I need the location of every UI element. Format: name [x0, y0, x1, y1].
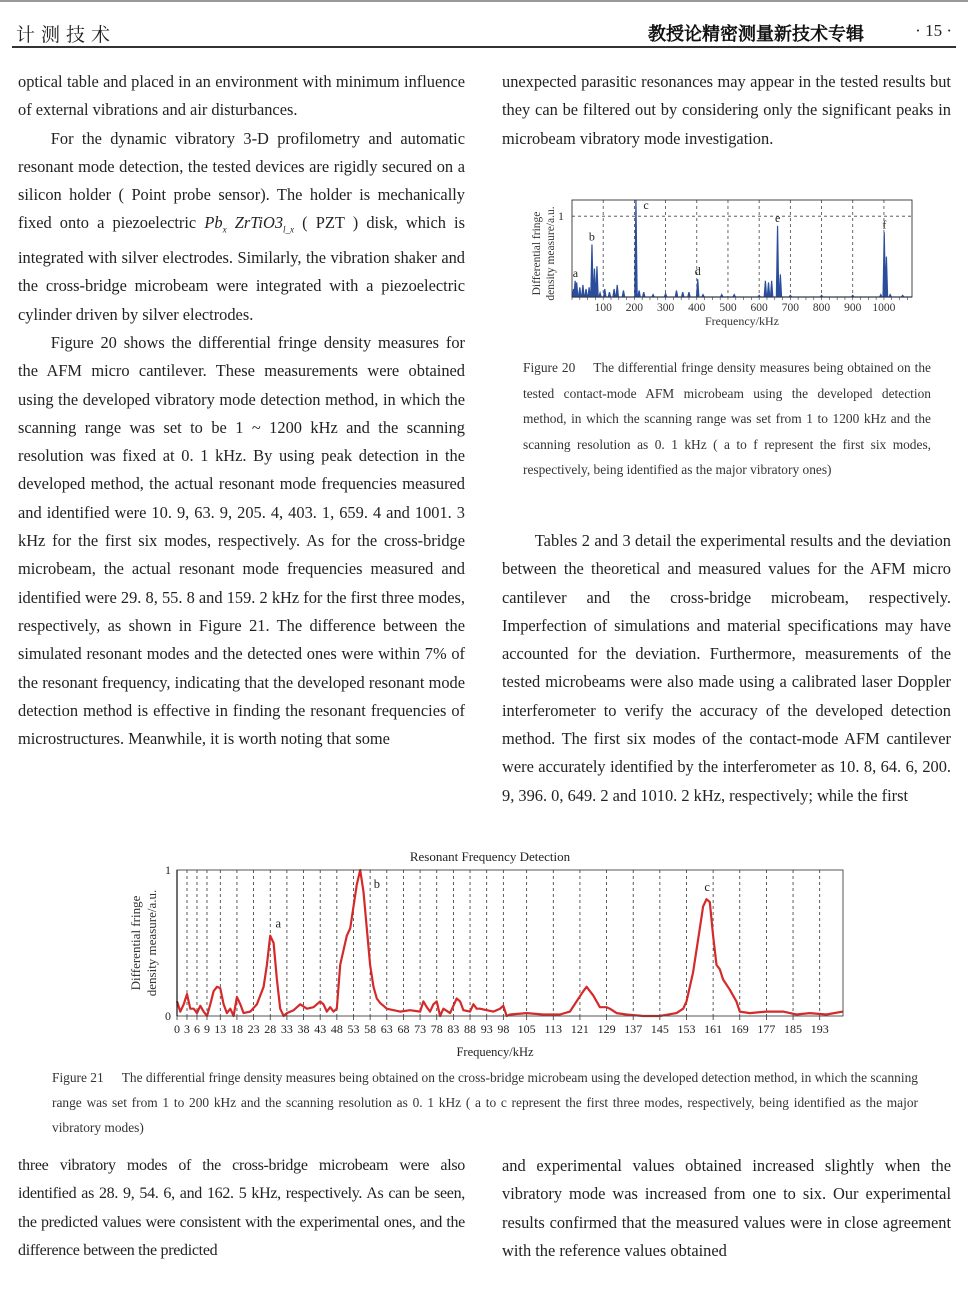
svg-text:600: 600 [750, 302, 768, 314]
svg-text:f: f [882, 217, 887, 232]
svg-text:53: 53 [347, 1022, 360, 1036]
page-number: · 15 · [915, 21, 952, 40]
svg-text:800: 800 [812, 302, 831, 314]
svg-text:300: 300 [656, 302, 675, 314]
svg-text:500: 500 [719, 302, 737, 314]
figure-21-caption: Figure 21 The differential fringe density measures being obtained on the cross-bridge microbeam using the developed detection method, in which the scanning range was set from 1 to 200 kHz and the scanning resolution as 0. 1 kHz ( a to c represent the first three modes, respectively, being identified as the major vibratory modes) [52, 1070, 918, 1135]
svg-text:68: 68 [397, 1022, 410, 1036]
paragraph: unexpected parasitic resonances may appear in the tested results but they can be filtered out by considering only the significant peaks in microbeam vibratory mode investigation. [502, 72, 951, 148]
svg-text:161: 161 [704, 1022, 723, 1036]
paragraph: three vibratory modes of the cross-bridge microbeam were also identified as 28. 9, 54. 6, and 162. 5 kHz, respectively. As can be seen, the predicted values were consistent with the experimental ones, and the difference between the predicted [18, 1157, 465, 1259]
svg-text:93: 93 [480, 1022, 493, 1036]
paragraph-setup: For the dynamic vibratory 3-D profilometry and automatic resonant mode detection, the tested devices are rigidly secured on a silicon holder ( Point probe sensor). The holder is mechanically fixed onto a piezoelectric $Pb_x$ $ZrTiO3_{l\_x}$ ( PZT ) disk, which is integrated with silver electrodes. Similarly, the vibration shaker and the cross-bridge microbeam were integrated with a piezoelectric cylinder driven by silver electrodes. [18, 128, 465, 324]
svg-text:145: 145 [650, 1022, 669, 1036]
svg-text:3: 3 [183, 1022, 190, 1036]
paragraph: Tables 2 and 3 detail the experimental results and the deviation between the theoretical and measured values for the AFM micro cantilever and the cross-bridge microbeam, respectively. Imperfection of simulations and material specifications may have accounted for the deviation. Furthermore, measurements of the tested microbeams were also made using a calibrated laser Doppler interferometer to verify the accuracy of the developed detection method. The first six modes of the contact-mode AFM cantilever were accurately identified by the interferometer as 10. 8, 64. 6, 200. 9, 396. 0, 649. 2 and 1010. 2 kHz, respectively; while the first [502, 531, 951, 805]
figure-20-chart [520, 190, 920, 340]
svg-text:23: 23 [247, 1022, 260, 1036]
bottom-right-column [502, 1152, 951, 1265]
paragraph-results: Figure 20 shows the differential fringe density measures for the AFM micro cantilever. These measurements were obtained using the developed vibratory mode detection method, in which the scanning range was set to be 1 ~ 1200 kHz and the scanning resolution was fixed at 0. 1 kHz. By using peak detection in the developed method, the actual resonant mode frequencies measured and identified were 10. 9, 63. 9, 205. 4, 403. 1, 659. 4 and 1001. 3 kHz for the first six modes, respectively. As for the cross-bridge microbeam, the actual resonant mode frequencies measured and identified were 29. 8, 55. 8 and 159. 2 kHz for the first three modes, respectively, as shown in Figure 21. The difference between the simulated resonant modes and the detected ones were within 7% of the resonant frequency, indicating that the developed resonant mode detection method is effective in finding the resonant frequencies of microstructures. Meanwhile, it is worth noting that some [18, 332, 465, 749]
svg-text:88: 88 [464, 1022, 477, 1036]
svg-text:129: 129 [597, 1022, 616, 1036]
svg-text:6: 6 [193, 1022, 200, 1036]
figure-20-caption: Figure 20 The differential fringe density measures being obtained on the tested contact-mode AFM microbeam using the developed detection method, in which the scanning range was set from 1 to 1200 kHz and the scanning resolution as 0. 1 kHz ( a to f represent the first six modes, respectively, being identified as the major vibratory ones) [523, 360, 931, 477]
paragraph: and experimental values obtained increased slightly when the vibratory mode was increased from one to six. Our experimental results confirmed that the measured values were in close agreement with the reference values obtained [502, 1156, 951, 1260]
left-column [18, 68, 465, 753]
svg-text:38: 38 [297, 1022, 310, 1036]
svg-text:Differential fringe: Differential fringe [531, 211, 543, 296]
svg-text:13: 13 [214, 1022, 227, 1036]
svg-text:43: 43 [314, 1022, 327, 1036]
svg-text:density measure/a.u.: density measure/a.u. [144, 889, 159, 997]
svg-text:b: b [588, 229, 595, 244]
figure-label: Figure 21 [52, 1070, 104, 1085]
svg-text:400: 400 [688, 302, 706, 314]
svg-text:105: 105 [517, 1022, 536, 1036]
page-header [12, 18, 956, 48]
svg-text:1000: 1000 [872, 302, 896, 314]
figure-21-chart [120, 845, 850, 1060]
page-top-rule [0, 0, 968, 2]
svg-text:b: b [373, 877, 380, 891]
svg-text:density measure/a.u.: density measure/a.u. [545, 206, 557, 301]
svg-text:a: a [572, 265, 579, 280]
journal-name: 计测技术 [16, 24, 117, 46]
svg-text:9: 9 [203, 1022, 210, 1036]
right-column-top [502, 68, 951, 153]
svg-text:28: 28 [264, 1022, 277, 1036]
svg-text:78: 78 [430, 1022, 443, 1036]
svg-text:33: 33 [280, 1022, 293, 1036]
svg-text:0: 0 [165, 1009, 171, 1023]
paragraph: optical table and placed in an environment with minimum influence of external vibrations and air disturbances. [18, 72, 465, 120]
svg-text:0: 0 [174, 1022, 180, 1036]
svg-text:18: 18 [230, 1022, 243, 1036]
svg-text:121: 121 [570, 1022, 589, 1036]
svg-text:c: c [704, 880, 710, 895]
svg-text:169: 169 [730, 1022, 749, 1036]
svg-text:900: 900 [844, 302, 862, 314]
svg-text:Differential fringe: Differential fringe [128, 895, 143, 991]
svg-text:c: c [643, 198, 649, 212]
special-issue-title: 教授论精密测量新技术专辑 [648, 24, 864, 45]
figure-21-svg [120, 845, 850, 1060]
svg-text:e: e [775, 210, 781, 225]
svg-text:Frequency/kHz: Frequency/kHz [456, 1045, 534, 1059]
svg-text:700: 700 [781, 302, 799, 314]
svg-text:185: 185 [784, 1022, 803, 1036]
svg-text:58: 58 [364, 1022, 377, 1036]
svg-text:137: 137 [624, 1022, 643, 1036]
svg-text:1: 1 [165, 863, 171, 877]
svg-text:1: 1 [558, 209, 564, 224]
svg-text:Frequency/kHz: Frequency/kHz [705, 314, 779, 328]
svg-text:98: 98 [497, 1022, 510, 1036]
svg-text:100: 100 [594, 302, 612, 314]
svg-text:a: a [275, 916, 282, 931]
svg-text:177: 177 [757, 1022, 776, 1036]
right-column-bottom [502, 527, 951, 810]
svg-text:73: 73 [414, 1022, 427, 1036]
svg-text:200: 200 [625, 302, 644, 314]
figure-label: Figure 20 [523, 360, 576, 375]
svg-text:48: 48 [330, 1022, 343, 1036]
bottom-left-column [18, 1152, 465, 1265]
svg-text:Resonant Frequency Detection: Resonant Frequency Detection [409, 849, 571, 864]
svg-text:d: d [694, 264, 701, 279]
svg-text:153: 153 [677, 1022, 696, 1036]
svg-text:193: 193 [810, 1022, 829, 1036]
figure-20-svg [520, 190, 920, 340]
svg-text:63: 63 [380, 1022, 393, 1036]
svg-text:83: 83 [447, 1022, 460, 1036]
svg-text:113: 113 [544, 1022, 563, 1036]
